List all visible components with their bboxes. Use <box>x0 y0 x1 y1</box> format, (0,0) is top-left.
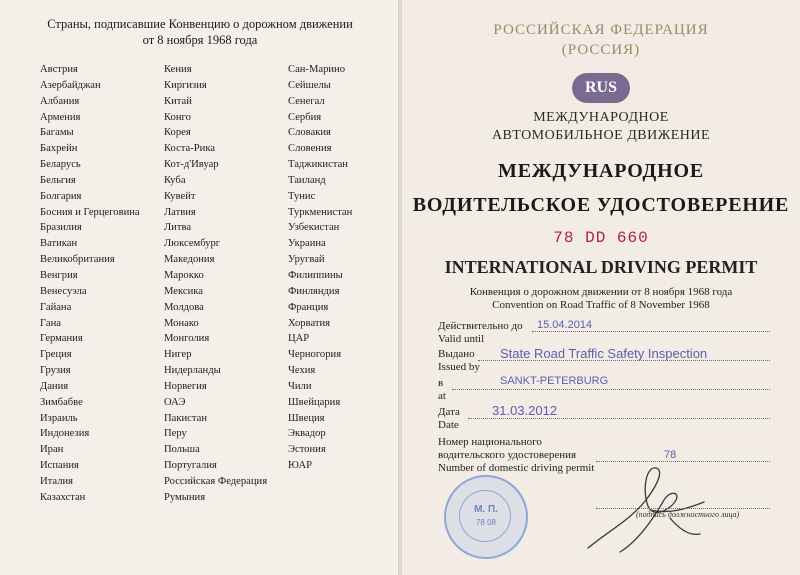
country-item: Казахстан <box>40 491 86 503</box>
country-item: Финляндия <box>288 285 340 297</box>
convention-en: Convention on Road Traffic of 8 November 1968 <box>492 299 710 311</box>
country-item: Чехия <box>288 365 316 377</box>
country-item: Босния и Герцеговина <box>40 206 140 218</box>
country-item: Сербия <box>288 111 322 123</box>
country-item: Испания <box>40 460 79 472</box>
country-item: Германия <box>40 333 83 345</box>
country-item: Эквадор <box>288 428 326 440</box>
date-label-ru: Дата <box>438 406 460 418</box>
title-en: INTERNATIONAL DRIVING PERMIT <box>444 257 758 277</box>
at-value: SANKT-PETERBURG <box>500 375 609 387</box>
stamp-label: М. П. <box>474 504 498 515</box>
country-item: Бельгия <box>40 174 76 186</box>
country-item: Таиланд <box>288 174 326 186</box>
country-item: Бахрейн <box>40 143 78 155</box>
country-item: Коста-Рика <box>164 143 216 155</box>
domestic-permit-label-ru-line2: водительского удостоверения <box>438 449 577 461</box>
country-item: Черногория <box>288 349 342 361</box>
country-item: ОАЭ <box>164 396 186 408</box>
issued-by-label-en: Issued by <box>438 361 480 373</box>
domestic-permit-label-en: Number of domestic driving permit <box>438 462 595 474</box>
caption-line1: МЕЖДУНАРОДНОЕ <box>533 110 669 125</box>
date-value: 31.03.2012 <box>492 403 558 418</box>
country-item: Литва <box>164 222 192 234</box>
country-item: Украина <box>288 238 326 250</box>
caption-line2: АВТОМОБИЛЬНОЕ ДВИЖЕНИЕ <box>491 128 711 143</box>
country-item: Монако <box>164 317 199 329</box>
country-item: Македония <box>164 254 215 266</box>
country-item: Сейшелы <box>288 79 331 91</box>
country-item: Бразилия <box>40 222 82 234</box>
country-item: Уругвай <box>288 254 325 266</box>
country-item: Венесуэла <box>40 285 87 297</box>
countries-column-3 <box>288 62 352 474</box>
country-item: Румыния <box>164 491 206 503</box>
country-item: Филиппины <box>288 269 343 281</box>
domestic-permit-label-ru-line1: Номер национального <box>438 436 542 448</box>
country-item: Конго <box>164 111 191 123</box>
country-item: Куба <box>164 174 186 186</box>
country-item: Греция <box>40 349 72 361</box>
country-item: Перу <box>164 428 187 440</box>
country-item: Багамы <box>40 127 74 139</box>
state-name-line2: (РОССИЯ) <box>561 42 641 58</box>
country-item: Словения <box>288 143 332 155</box>
country-item: Швеция <box>288 412 325 424</box>
country-item: Великобритания <box>40 254 115 266</box>
countries-heading-line2: от 8 ноября 1968 года <box>142 33 258 47</box>
country-item: Польша <box>164 444 200 456</box>
country-item: Мексика <box>164 285 203 297</box>
country-item: Хорватия <box>288 317 331 329</box>
country-item: Эстония <box>288 444 326 456</box>
signature-line <box>596 508 770 509</box>
at-label-en: at <box>438 390 446 402</box>
country-item: Таджикистан <box>288 159 348 171</box>
stamp-inner-ring <box>459 490 511 542</box>
country-item: Сан-Марино <box>288 64 346 75</box>
country-item: Гайана <box>40 301 72 313</box>
country-item: ЮАР <box>288 460 313 472</box>
country-item: Кения <box>164 64 192 75</box>
country-item: Марокко <box>164 269 204 281</box>
date-line <box>468 418 770 419</box>
country-item: Португалия <box>164 460 217 472</box>
state-name-line1: РОССИЙСКАЯ ФЕДЕРАЦИЯ <box>493 22 709 38</box>
country-item: Монголия <box>164 333 210 345</box>
title-ru-line2: ВОДИТЕЛЬСКОЕ УДОСТОВЕРЕНИЕ <box>412 194 790 216</box>
permit-serial-number: 78 DD 660 <box>553 229 649 247</box>
country-item: Сенегал <box>288 95 325 107</box>
country-code-badge: RUS <box>572 73 630 103</box>
country-item: Корея <box>164 127 191 139</box>
country-item: Беларусь <box>40 159 81 171</box>
country-item: Франция <box>288 301 329 313</box>
country-item: Латвия <box>164 206 196 218</box>
country-item: Швейцария <box>288 396 341 408</box>
country-item: Кот-д'Ивуар <box>164 159 219 171</box>
country-item: Нигер <box>164 349 192 361</box>
at-label-ru: в <box>438 377 444 389</box>
country-item: Китай <box>164 95 192 107</box>
countries-column-1 <box>40 62 140 506</box>
country-item: Кувейт <box>164 190 196 202</box>
convention-ru: Конвенция о дорожном движении от 8 ноября 1968 года <box>469 286 733 298</box>
countries-column-2 <box>164 62 267 506</box>
domestic-permit-value: 78 <box>664 449 677 461</box>
country-item: Нидерланды <box>164 365 221 377</box>
country-item: Венгрия <box>40 269 78 281</box>
valid-until-label-en: Valid until <box>438 333 485 345</box>
title-ru-line1: МЕЖДУНАРОДНОЕ <box>498 160 704 182</box>
issued-by-line <box>478 360 770 361</box>
country-item: Италия <box>40 475 74 487</box>
country-item: Австрия <box>40 64 78 75</box>
stamp-number: 78 08 <box>475 518 497 527</box>
official-stamp <box>444 475 528 559</box>
issued-by-label-ru: Выдано <box>438 348 475 360</box>
country-item: Болгария <box>40 190 82 202</box>
valid-until-value: 15.04.2014 <box>537 319 593 331</box>
country-item: Зимбабве <box>40 396 83 408</box>
country-item: Российская Федерация <box>164 475 268 487</box>
at-line <box>452 389 770 390</box>
date-label-en: Date <box>438 419 459 431</box>
country-item: Словакия <box>288 127 331 139</box>
country-item: Дания <box>40 380 69 392</box>
country-item: Норвегия <box>164 380 207 392</box>
country-item: Ватикан <box>40 238 78 250</box>
country-item: Люксембург <box>164 238 221 250</box>
valid-until-line <box>532 331 770 332</box>
issued-by-value: State Road Traffic Safety Inspection <box>500 346 708 361</box>
country-item: Азербайджан <box>40 79 101 91</box>
country-item: Грузия <box>40 365 71 377</box>
country-item: Тунис <box>288 190 316 202</box>
country-item: Гана <box>40 317 61 329</box>
country-item: ЦАР <box>288 333 310 345</box>
signature-caption: (подпись должностного лица) <box>636 510 740 519</box>
country-item: Пакистан <box>164 412 208 424</box>
country-item: Туркменистан <box>288 206 353 218</box>
country-item: Иран <box>40 444 64 456</box>
country-item: Киргизия <box>164 79 207 91</box>
country-item: Армения <box>40 111 81 123</box>
country-item: Израиль <box>40 412 78 424</box>
country-item: Молдова <box>164 301 204 313</box>
country-item: Албания <box>40 95 80 107</box>
countries-heading-line1: Страны, подписавшие Конвенцию о дорожном движении <box>47 17 353 31</box>
valid-until-label-ru: Действительно до <box>438 320 523 332</box>
country-item: Узбекистан <box>288 222 340 234</box>
country-item: Индонезия <box>40 428 90 440</box>
country-item: Чили <box>288 380 312 392</box>
